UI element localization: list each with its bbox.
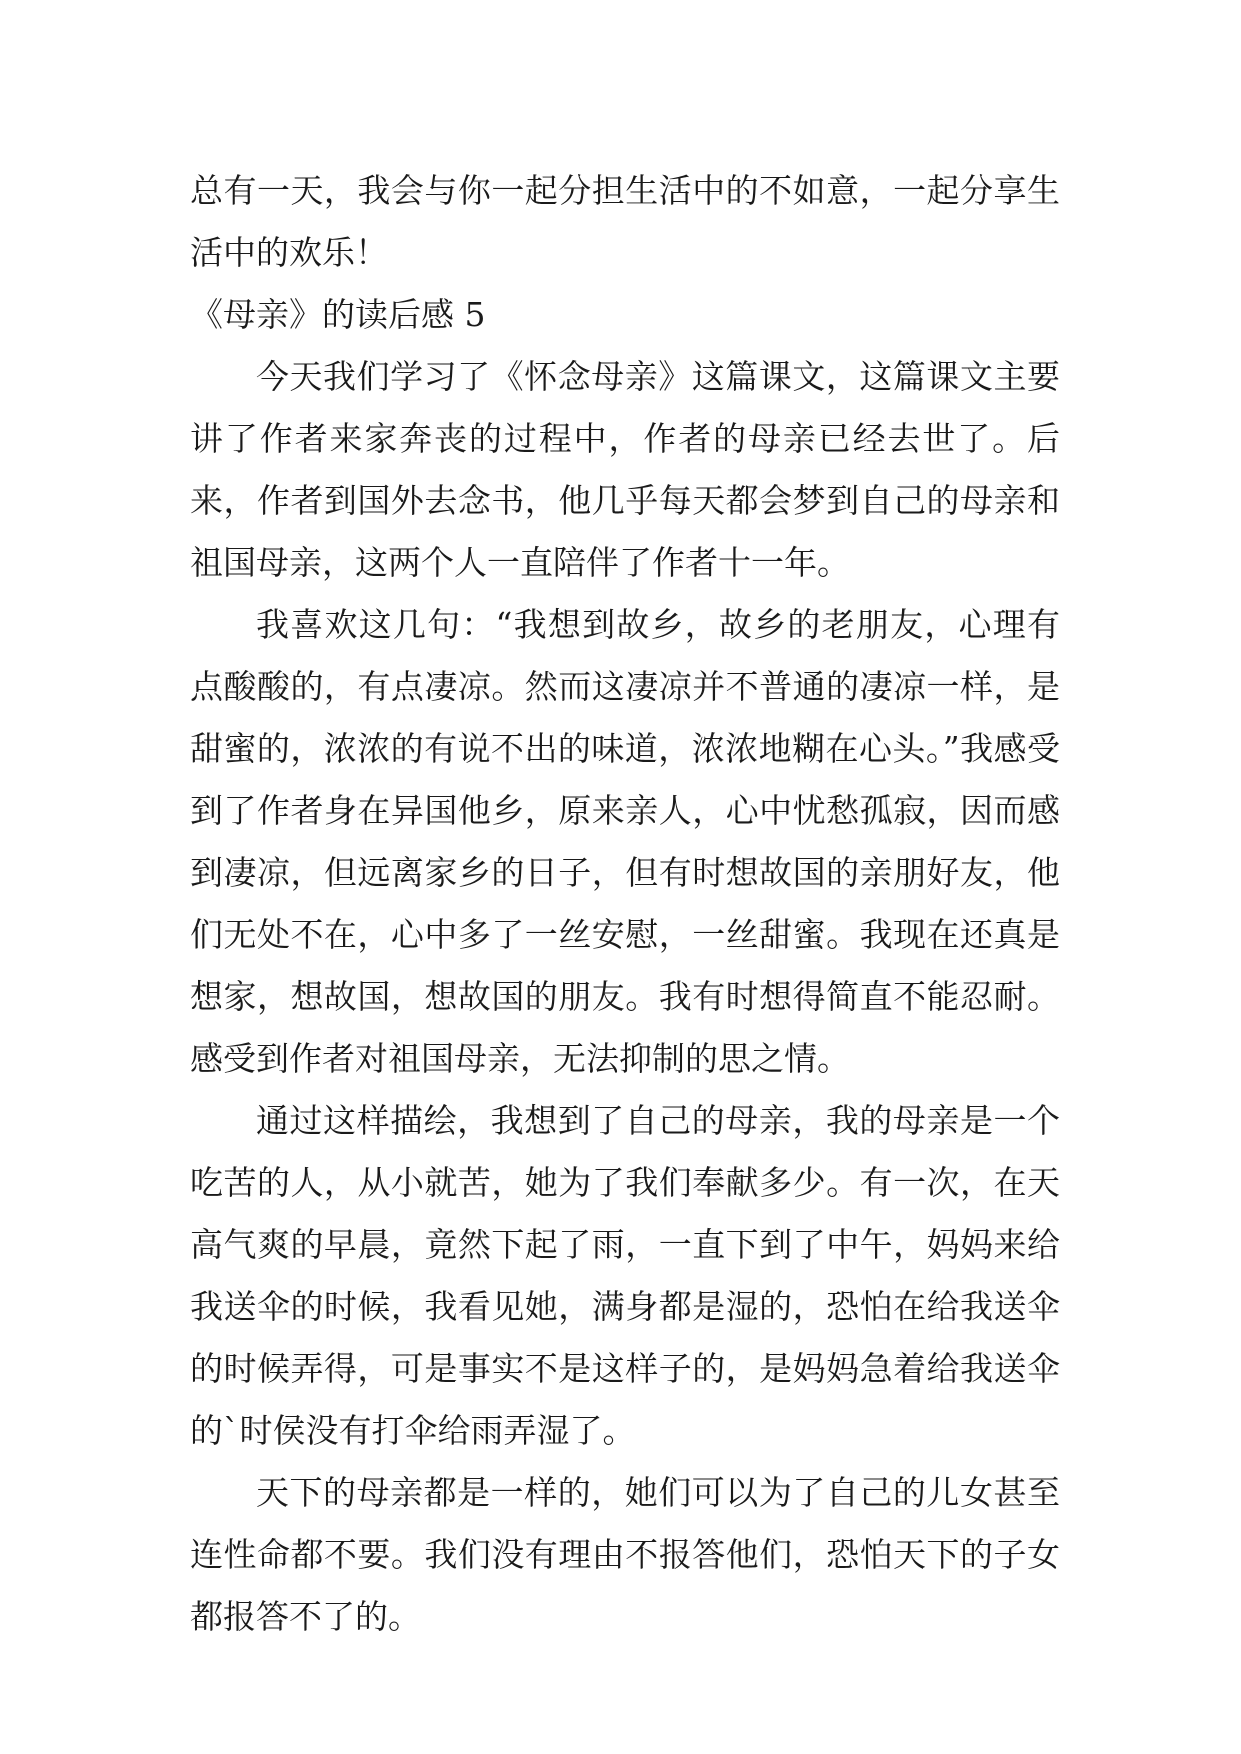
paragraph-4: 天下的母亲都是一样的，她们可以为了自己的儿女甚至连性命都不要。我们没有理由不报答他们，恐怕天下的子女都报答不了的。 — [190, 1473, 1060, 1636]
paragraph-1: 今天我们学习了《怀念母亲》这篇课文，这篇课文主要讲了作者来家奔丧的过程中，作者的母亲已经去世了。后来，作者到国外去念书，他几乎每天都会梦到自己的母亲和祖国母亲，这两个人一直陪伴了作者十一年。 — [190, 357, 1060, 582]
paragraph-3: 通过这样描绘，我想到了自己的母亲，我的母亲是一个吃苦的人，从小就苦，她为了我们奉献多少。有一次，在天高气爽的早晨，竟然下起了雨，一直下到了中午，妈妈来给我送伞的时候，我看见她，满身都是湿的，恐怕在给我送伞的时候弄得，可是事实不是这样子的，是妈妈急着给我送伞的`时侯没有打伞给雨弄湿了。 — [190, 1101, 1060, 1450]
intro-paragraph: 总有一天，我会与你一起分担生活中的不如意，一起分享生活中的欢乐！ — [190, 171, 1060, 272]
document-body — [190, 160, 1060, 1648]
section-title: 《母亲》的读后感 5 — [190, 295, 486, 334]
paragraph-2: 我喜欢这几句：“我想到故乡，故乡的老朋友，心理有点酸酸的，有点凄凉。然而这凄凉并不普通的凄凉一样，是甜蜜的，浓浓的有说不出的味道，浓浓地糊在心头。”我感受到了作者身在异国他乡，原来亲人，心中忧愁孤寂，因而感到凄凉，但远离家乡的日子，但有时想故国的亲朋好友，他们无处不在，心中多了一丝安慰，一丝甜蜜。我现在还真是想家，想故国，想故国的朋友。我有时想得简直不能忍耐。感受到作者对祖国母亲，无法抑制的思之情。 — [190, 605, 1060, 1078]
